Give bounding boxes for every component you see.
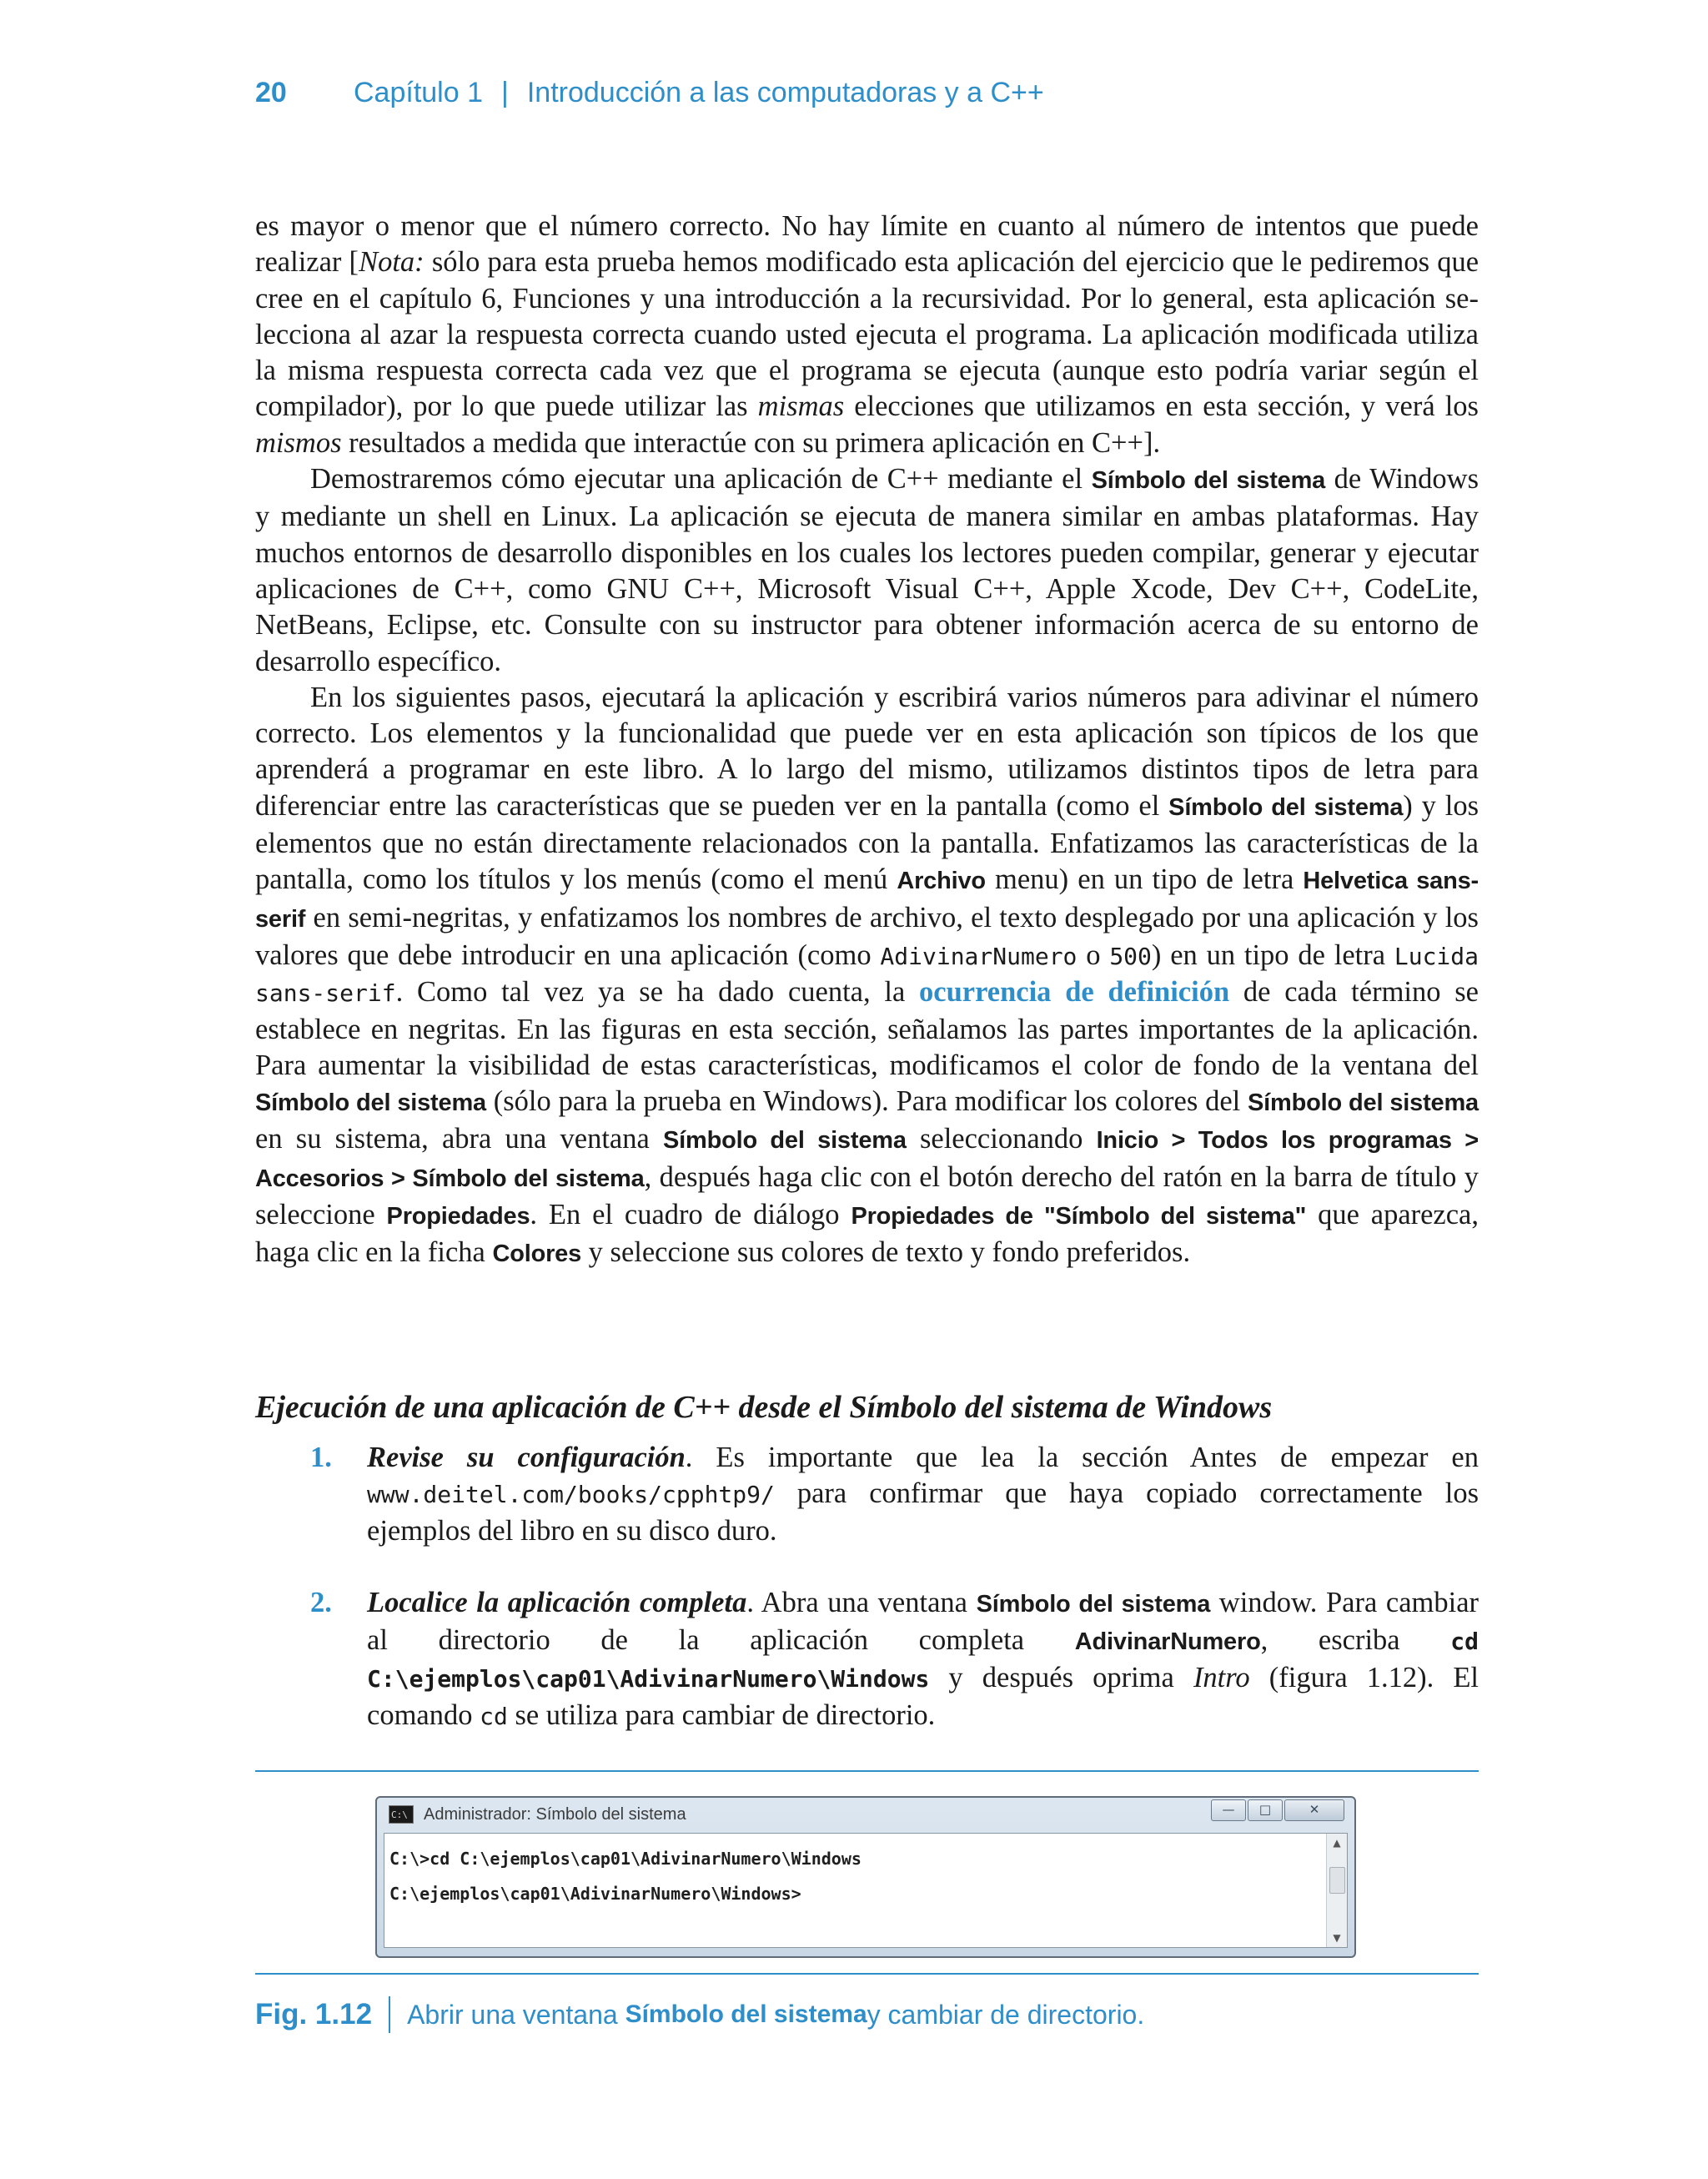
command-text: cd C:\ejemplos\cap01\AdivinarNumero\Windows	[367, 1628, 1479, 1693]
page-number: 20	[255, 77, 287, 108]
command-prompt-icon: C:\	[389, 1805, 414, 1824]
text-run: (figura 1.12). El comando	[367, 1662, 1479, 1731]
text-run: En los siguientes pasos, ejecutará la aplicación y escribirá varios números para adivinar el número correcto. Los elementos y la funcionalidad que puede ver en esta aplicación son típicos de los que aprenderá a programar en este libro. A lo largo del mismo, utilizamos distintos tipos de letra para diferenciar entre las características que se pueden ver en la pantalla (como el	[255, 681, 1479, 822]
figure-top-rule	[255, 1770, 1479, 1772]
caption-text: y cambiar de directorio.	[867, 1999, 1145, 2030]
text-run: de Windows y mediante un shell en Linux. La aplicación se ejecuta de manera similar en ambas plataformas. Hay muchos entornos de desarrollo disponibles en los cuales los lectores pueden compilar, generar y ejecutar aplicaciones de C++, como GNU C++, Microsoft Visual C++, Apple Xcode, Dev C++, CodeLite, NetBeans, Eclipse, etc. Consulte con su instructor para obtener información acerca de su entorno de desarrollo específico.	[255, 463, 1479, 677]
text-run: que aparezca, haga clic en la ficha	[255, 1199, 1479, 1269]
paragraph-3	[255, 680, 1479, 1273]
step-title: Revise su configuración	[367, 1442, 686, 1473]
emphasis: mismas	[757, 390, 845, 423]
text-run: seleccionando	[906, 1123, 1097, 1155]
text-run: en su sistema, abra una ventana	[255, 1123, 663, 1155]
text-run: se utiliza para cambiar de directorio.	[507, 1698, 936, 1731]
header-separator: |	[501, 77, 509, 108]
window-title: Administrador: Símbolo del sistema	[424, 1804, 686, 1824]
figure-bottom-rule	[255, 1973, 1479, 1975]
steps-list	[255, 1440, 1479, 1770]
text-run: elecciones que utilizamos en esta sección, y verá los	[844, 390, 1479, 423]
text-run: , después haga clic con el botón derecho del ratón en la barra de título y seleccione	[255, 1160, 1479, 1231]
section-heading: Ejecución de una aplicación de C++ desde el Símbolo del sistema de Windows	[255, 1390, 1273, 1425]
code-term: cd	[480, 1702, 508, 1730]
note-label: Nota:	[359, 246, 424, 279]
ui-term: Símbolo del sistema	[976, 1590, 1211, 1618]
text-run: y seleccione sus colores de texto y fondo preferidos.	[581, 1236, 1191, 1269]
text-run: Demostraremos cómo ejecutar una aplicación de C++ mediante el	[310, 463, 1092, 496]
ui-term: Inicio > Todos los programas > Accesorios > Símbolo del sistema	[255, 1127, 1479, 1192]
step-title: Localice la aplicación completa	[367, 1586, 747, 1618]
text-run: sólo para esta prueba hemos modificado esta aplicación del ejercicio que le pediremos que cree en el capítulo 6, Funciones y una introducción a la recursividad. Por lo general, esta aplicación selecciona al azar la respuesta correcta cuando usted ejecuta el programa. La aplicación modificada utiliza la misma respuesta correcta cada vez que el programa se ejecuta (aunque esto podría variar según el compilador), por lo que puede utilizar las	[255, 246, 1479, 423]
text-run: ) en un tipo de letra	[1151, 939, 1394, 971]
running-header	[255, 77, 1044, 123]
code-term: AdivinarNumero	[880, 942, 1078, 970]
chapter-title: Introducción a las computadoras y a C++	[526, 77, 1044, 108]
url: www.deitel.com/books/cpphtp9/	[367, 1481, 775, 1509]
text-run: . Es importante que lea la sección Antes de empezar en	[685, 1442, 1479, 1473]
ui-term: Símbolo del sistema	[663, 1127, 907, 1155]
text-run: es mayor o menor que el número correcto. No hay límite en cuanto al número de intentos que puede realizar [	[255, 210, 1479, 279]
code-term: Lucida sans-serif	[255, 942, 1479, 1008]
window-controls	[1209, 1799, 1344, 1821]
text-run: . Como tal vez ya se ha dado cuenta, la	[395, 976, 920, 1009]
step-1	[255, 1440, 1479, 1549]
text-run: window. Para cambiar al directorio de la aplicación completa	[367, 1586, 1479, 1657]
text-run: , escriba	[1260, 1624, 1451, 1657]
text-run: para confirmar que haya copiado correctamente los ejemplos del libro en su disco duro.	[367, 1477, 1479, 1547]
scroll-down-arrow-icon[interactable]: ▼	[1333, 1932, 1341, 1944]
minimize-button[interactable]: —	[1211, 1799, 1246, 1821]
text-run: menu) en un tipo de letra	[985, 863, 1304, 896]
paragraph-2	[255, 461, 1479, 680]
close-button[interactable]: ✕	[1284, 1799, 1344, 1821]
paragraph-1	[255, 209, 1479, 461]
text-run: o	[1077, 939, 1110, 971]
text-run: resultados a medida que interactúe con su primera aplicación en C++].	[341, 426, 1161, 459]
ui-term: Colores	[492, 1240, 582, 1268]
text-run: . En el cuadro de diálogo	[530, 1199, 851, 1231]
code-term: 500	[1109, 942, 1152, 970]
caption-divider	[389, 1996, 390, 2033]
chapter-label: Capítulo 1	[354, 77, 483, 108]
ui-term: Archivo	[897, 868, 986, 895]
scroll-thumb[interactable]	[1329, 1867, 1345, 1894]
console-line-1: C:\>cd C:\ejemplos\cap01\AdivinarNumero\Windows	[389, 1849, 862, 1869]
caption-text: Abrir una ventana	[407, 1999, 618, 2030]
step-2	[255, 1585, 1479, 1734]
ui-term: Símbolo del sistema	[1248, 1090, 1479, 1117]
defining-occurrence: ocurrencia de definición	[919, 976, 1230, 1009]
caption-ui-term: Símbolo del sistema	[625, 2000, 867, 2028]
text-run: (sólo para la prueba en Windows). Para modificar los colores del	[485, 1085, 1248, 1118]
ui-term: Símbolo del sistema	[1091, 467, 1326, 495]
figure-label: Fig. 1.12	[255, 1998, 373, 2031]
ui-term: Helvetica sans-serif	[255, 868, 1479, 933]
text-run: . Abra una ventana	[746, 1586, 977, 1618]
step-number: 2.	[310, 1586, 332, 1618]
key-name: Intro	[1193, 1662, 1250, 1694]
ui-term: Símbolo del sistema	[255, 1090, 486, 1117]
body-text	[255, 209, 1479, 1273]
ui-term: Propiedades de "Símbolo del sistema"	[851, 1203, 1307, 1230]
ui-term: Propiedades	[386, 1203, 530, 1230]
window-titlebar[interactable]	[377, 1798, 1354, 1831]
text-run: de cada término se establece en negritas. En las figuras en esta sección, señalamos las partes importantes de la aplicación. Para aumentar la visibilidad de estas características, modificamos el color de fondo de la ventana del	[255, 976, 1479, 1081]
ui-term: Símbolo del sistema	[1168, 793, 1404, 821]
emphasis: mismos	[255, 426, 342, 459]
text-run: en semi-negritas, y enfatizamos los nombres de archivo, el texto desplegado por una aplicación y los valores que debe introducir en una aplicación (como	[255, 901, 1479, 971]
vertical-scrollbar[interactable]	[1326, 1834, 1347, 1947]
scroll-up-arrow-icon[interactable]: ▲	[1333, 1837, 1341, 1849]
command-prompt-window	[375, 1796, 1356, 1958]
console-line-2: C:\ejemplos\cap01\AdivinarNumero\Windows>	[389, 1884, 801, 1904]
maximize-button[interactable]: □	[1248, 1799, 1283, 1821]
step-number: 1.	[310, 1442, 332, 1473]
text-run: ) y los elementos que no están directamente relacionados con la pantalla. Enfatizamos las características de la pantalla, como los títulos y los menús (como el menú	[255, 789, 1479, 896]
ui-term: AdivinarNumero	[1074, 1628, 1261, 1656]
text-run: y después oprima	[929, 1662, 1193, 1694]
figure-caption	[255, 1994, 1144, 2036]
console-area[interactable]	[384, 1833, 1348, 1948]
